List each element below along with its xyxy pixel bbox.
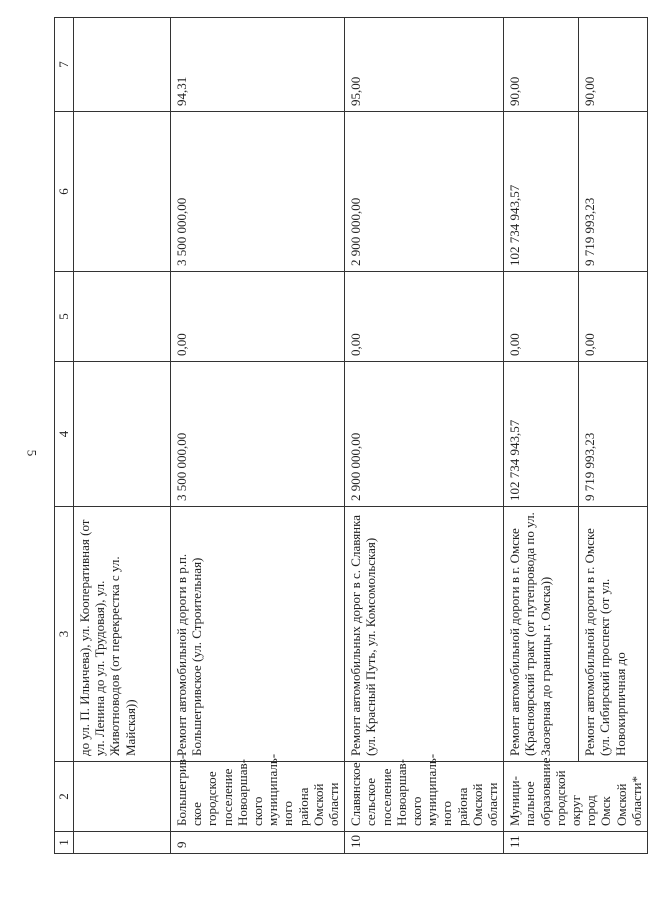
amount-cell: 9 719 993,23 [579, 362, 648, 507]
column-header: 4 [55, 362, 74, 507]
table-container [54, 18, 644, 854]
table-row [579, 18, 648, 854]
work-description-cell: до ул. П. Ильичева), ул. Кооперативная (от ул. Ленина до ул. Трудовая), ул. Животноводов (от перекрестка с ул. Майская)) [74, 507, 171, 762]
column-header: 7 [55, 18, 74, 112]
amount-cell: 0,00 [579, 272, 648, 362]
percent-cell: 90,00 [579, 18, 648, 112]
amount-cell: 2 900 000,00 [345, 362, 504, 507]
percent-cell: 95,00 [345, 18, 504, 112]
entity-cell: Большегрив-ское городское поселение Новоаршав-ского муниципаль-ного района Омской области [171, 762, 345, 832]
column-header: 5 [55, 272, 74, 362]
column-header: 1 [55, 832, 74, 854]
table-header-row [55, 18, 74, 854]
amount-cell: 9 719 993,23 [579, 112, 648, 272]
amount-cell: 0,00 [345, 272, 504, 362]
table-row [171, 18, 345, 854]
amount-cell: 0,00 [171, 272, 345, 362]
percent-cell: 94,31 [171, 18, 345, 112]
amount-cell: 102 734 943,57 [504, 112, 579, 272]
amount-cell [74, 362, 171, 507]
work-description-cell: Ремонт автомобильной дороги в г. Омске (ул. Сибирский проспект (от ул. Новокирпичная до [579, 507, 648, 762]
amount-cell: 3 500 000,00 [171, 112, 345, 272]
table-row [345, 18, 504, 854]
entity-cell: Муници-пальное образование городской округ город Омск Омской области* [504, 762, 648, 832]
amount-cell [74, 272, 171, 362]
work-description-cell: Ремонт автомобильной дороги в р.п. Большегривское (ул. Строительная) [171, 507, 345, 762]
entity-cell: Славянское сельское поселение Новоаршав-ского муниципаль-ного района Омской области [345, 762, 504, 832]
percent-cell [74, 18, 171, 112]
table-row [74, 18, 171, 854]
work-description-cell: Ремонт автомобильных дорог в с. Славянка (ул. Красный Путь, ул. Комсомольская) [345, 507, 504, 762]
work-description-cell: Ремонт автомобильной дороги в г. Омске (Красноярский тракт (от путепровода по ул. Заозерная до границы г. Омска)) [504, 507, 579, 762]
page-number: 5 [24, 449, 40, 457]
amount-cell [74, 112, 171, 272]
column-header: 6 [55, 112, 74, 272]
row-number-cell [74, 832, 171, 854]
row-number-cell: 9 [171, 832, 345, 854]
rotated-table-frame [54, 18, 644, 854]
percent-cell: 90,00 [504, 18, 579, 112]
amount-cell: 2 900 000,00 [345, 112, 504, 272]
amount-cell: 0,00 [504, 272, 579, 362]
table-row [504, 18, 579, 854]
row-number-cell: 10 [345, 832, 504, 854]
row-number-cell: 11 [504, 832, 648, 854]
entity-cell [74, 762, 171, 832]
amount-cell: 102 734 943,57 [504, 362, 579, 507]
column-header: 2 [55, 762, 74, 832]
amount-cell: 3 500 000,00 [171, 362, 345, 507]
column-header: 3 [55, 507, 74, 762]
budget-table [54, 17, 648, 854]
